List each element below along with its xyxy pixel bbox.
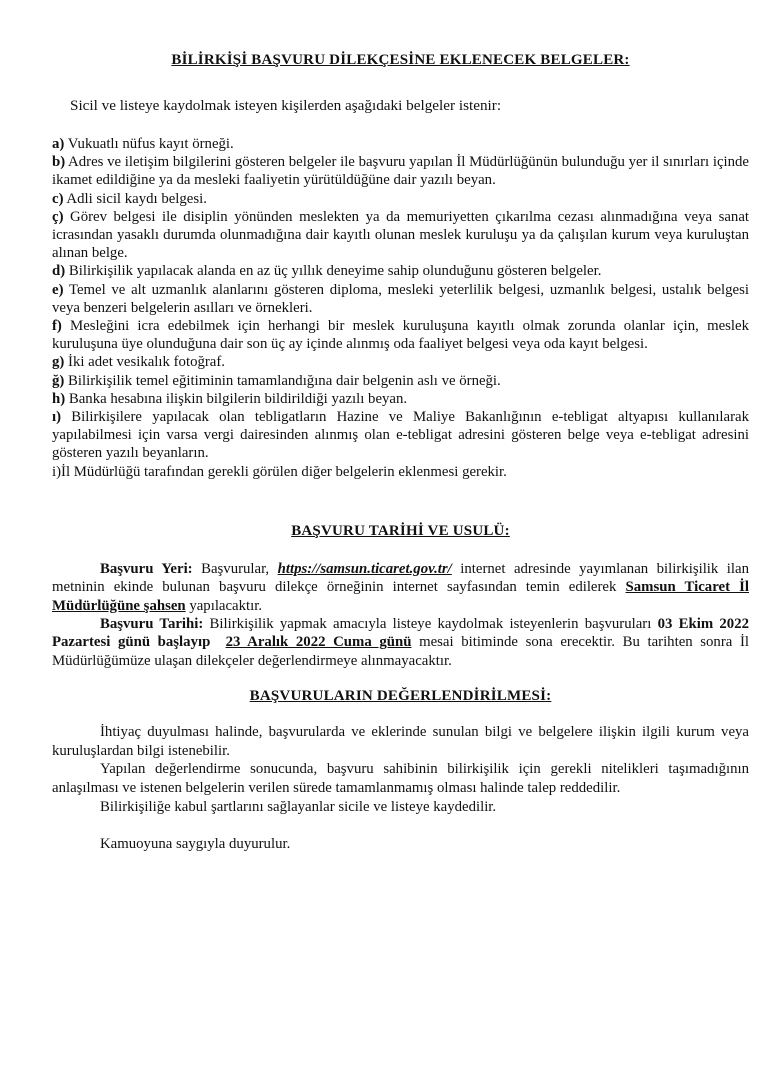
evaluation-paragraph: Yapılan değerlendirme sonucunda, başvuru sahibinin bilirkişilik için gerekli nitelikleri taşımadığının anlaşılması ve istenen belgelerin verilen sürede tamamlanmamış olması halinde talep reddedilir.: [52, 761, 749, 797]
paragraph-text: internet adresinde yayımlanan bilirkişilik ilan metninin ekinde bulunan başvuru dilekçe örneğinin internet sayfasından temin edilerek: [52, 560, 749, 596]
website-link[interactable]: https://samsun.ticaret.gov.tr/: [277, 560, 452, 577]
heading-evaluation: BAŞVURULARIN DEĞERLENDİRİLMESİ:: [249, 688, 552, 705]
list-item-text: Adres ve iletişim bilgilerini gösteren belgeler ile başvuru yapılan İl Müdürlüğünün bulunduğu yer il sınırları içinde ikamet edildiğine ya da mesleki faaliyetin yürütüldüğüne dair yazılı beyan.: [52, 154, 749, 189]
list-item: [52, 153, 749, 189]
list-item: [52, 353, 749, 371]
list-item: [52, 208, 749, 263]
list-item-text: Bilirkişilere yapılacak olan tebligatların Hazine ve Maliye Bakanlığının e-tebligat altyapısı kullanılarak yapılabilmesi için varsa vergi dairesinden alınmış olan e-tebligat adresini gösteren belge veya e-tebligat adresini gösteren yazılı beyanların.: [52, 409, 749, 462]
paragraph-text: mesai bitiminde sona erecektir. Bu tarihten sonra İl Müdürlüğümüze ulaşan dilekçeler değerlendirmeye alınmayacaktır.: [52, 634, 749, 669]
list-item-label: d): [52, 263, 66, 280]
list-item-label: ı): [52, 409, 62, 426]
list-item-label: f): [52, 318, 62, 335]
list-item-label: ğ): [52, 372, 65, 389]
spacer-text: [210, 634, 225, 650]
heading-required-documents: BİLİRKİŞİ BAŞVURU DİLEKÇESİNE EKLENECEK BELGELER:: [171, 52, 630, 68]
application-office: Samsun Ticaret İl Müdürlüğüne şahsen: [52, 579, 749, 614]
list-item: [52, 317, 749, 353]
list-item-text: Mesleğini icra edebilmek için herhangi bir meslek kuruluşuna kayıtlı olmak zorunda olanlar için, meslek kuruluşuna üye olunduğuna dair son üç ay içinde alınmış oda faaliyet belgesi veya oda kayıt belgesi.: [52, 318, 749, 353]
paragraph-text: Bilirkişilik yapmak amacıyla listeye kaydolmak isteyenlerin başvuruları: [203, 616, 658, 633]
list-item-label: h): [52, 390, 66, 407]
list-item: [52, 135, 749, 153]
list-item: [52, 463, 749, 481]
list-item: [52, 281, 749, 317]
list-item-text: Bilirkişilik temel eğitiminin tamamlandığına dair belgenin aslı ve örneği.: [64, 372, 501, 389]
list-item-text: İki adet vesikalık fotoğraf.: [64, 354, 225, 371]
list-item-text: Görev belgesi ile disiplin yönünden meslekten ya da memuriyetten çıkarılma cezası alınmadığına veya sanat icrasından yasaklı durumda olunmadığına dair kayıtlı olunan meslek kuruluşu ya da çalışılan kurum veya kuruluştan alınan belge.: [52, 208, 749, 262]
list-item-label: a): [52, 136, 65, 152]
list-item-text: Bilirkişilik yapılacak alanda en az üç yıllık deneyime sahip olunduğunu gösteren belgeler.: [65, 263, 602, 280]
paragraph-text: yapılacaktır.: [185, 597, 263, 614]
evaluation-paragraph: İhtiyaç duyulması halinde, başvurularda ve eklerinde sunulan bilgi ve belgelere ilişkin ilgili kurum veya kuruluşlardan bilgi istenebilir.: [52, 724, 749, 759]
list-item-label: g): [52, 354, 65, 371]
list-item: [52, 390, 749, 408]
evaluation-section: [52, 723, 749, 816]
document-page: [0, 52, 773, 1076]
start-date: 03 Ekim 2022 Pazartesi günü başlayıp: [52, 616, 749, 651]
application-place-label: Başvuru Yeri:: [100, 560, 193, 577]
documents-list: [52, 135, 749, 481]
list-item-label: e): [52, 281, 64, 298]
list-item: [52, 408, 749, 463]
heading-application-date: BAŞVURU TARİHİ VE USULÜ:: [291, 522, 510, 539]
list-item-text: i)İl Müdürlüğü tarafından gerekli görülen diğer belgelerin eklenmesi gerekir.: [52, 463, 507, 480]
application-date-paragraph: [52, 615, 749, 670]
list-item-text: Vukuatlı nüfus kayıt örneği.: [64, 136, 234, 152]
list-item-label: ç): [52, 208, 64, 225]
list-item: [52, 372, 749, 390]
list-item: [52, 190, 749, 208]
end-date: 23 Aralık 2022 Cuma günü: [225, 634, 412, 651]
paragraph-text: Başvurular,: [192, 560, 278, 577]
evaluation-paragraph: Bilirkişiliğe kabul şartlarını sağlayanlar sicile ve listeye kaydedilir.: [100, 798, 497, 815]
list-item-label: b): [52, 154, 66, 171]
list-item: [52, 262, 749, 280]
closing-text: Kamuoyuna saygıyla duyurulur.: [100, 836, 291, 853]
list-item-label: c): [52, 190, 64, 207]
list-item-text: Banka hesabına ilişkin bilgilerin bildirildiği yazılı beyan.: [65, 390, 408, 407]
list-item-text: Temel ve alt uzmanlık alanlarını gösteren diploma, mesleki yeterlilik belgesi, uzmanlık belgesi, ustalık belgesi veya benzeri belgelerin asılları ve örnekleri.: [52, 281, 749, 316]
list-item-text: Adli sicil kaydı belgesi.: [63, 190, 207, 207]
application-section: [52, 560, 749, 670]
application-date-label: Başvuru Tarihi:: [100, 616, 204, 633]
application-place-paragraph: [52, 560, 749, 615]
intro-text: Sicil ve listeye kaydolmak isteyen kişilerden aşağıdaki belgeler istenir:: [70, 97, 502, 114]
